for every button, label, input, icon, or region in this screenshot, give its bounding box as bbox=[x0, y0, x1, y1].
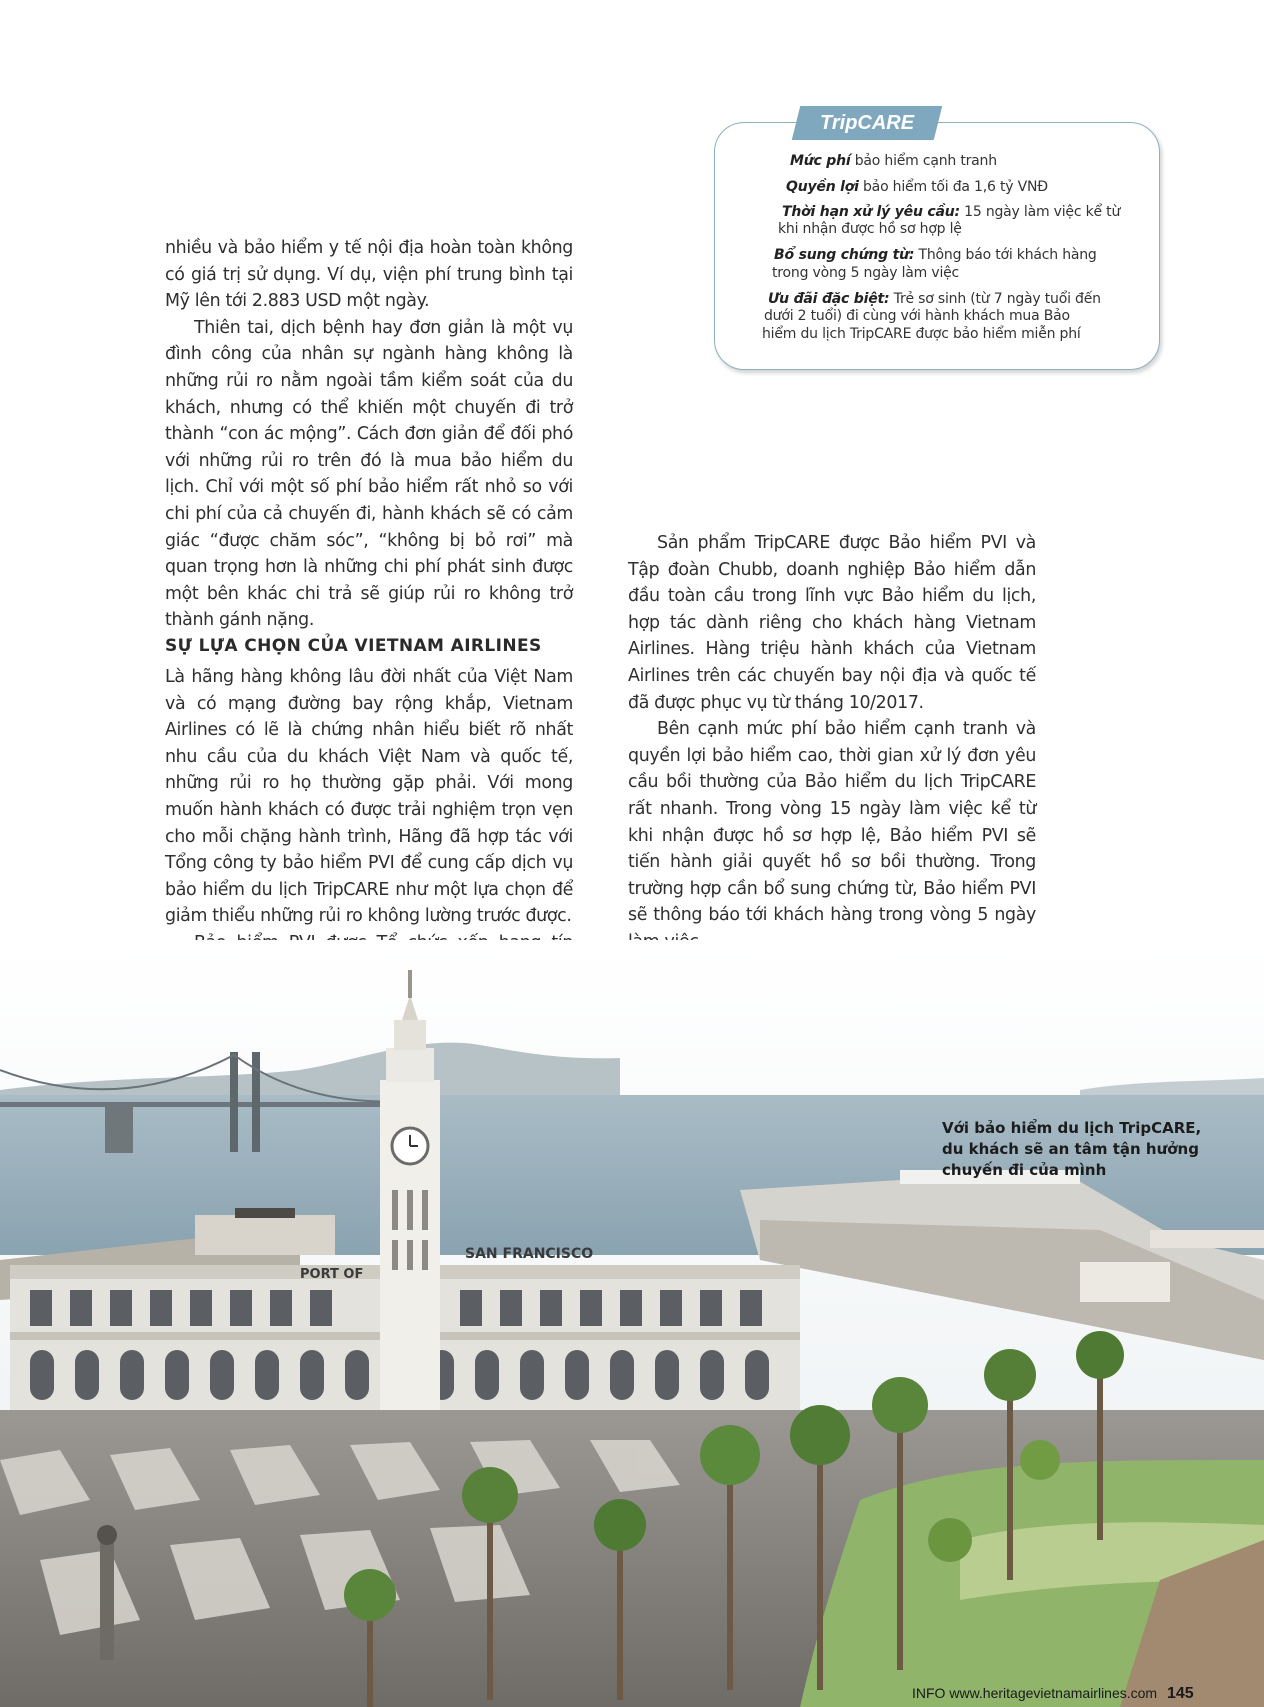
sidebar-item-documents-line2: trong vòng 5 ngày làm việc bbox=[772, 265, 960, 281]
paragraph: Sản phẩm TripCARE được Bảo hiểm PVI và Tập đoàn Chubb, doanh nghiệp Bảo hiểm dẫn đầu toàn cầu trong lĩnh vực Bảo hiểm du lịch, hợp tác dành riêng cho khách hàng Vietnam Airlines. Hàng triệu hành khách của Vietnam Airlines trên các chuyến bay nội địa và quốc tế đã được phục vụ từ tháng 10/2017. bbox=[628, 533, 1036, 713]
caption-line: du khách sẽ an tâm tận hưởng bbox=[942, 1140, 1199, 1158]
ferry-building-illustration bbox=[0, 940, 1264, 1707]
left-column-top bbox=[165, 235, 573, 634]
photo-caption bbox=[942, 1118, 1202, 1181]
paragraph: Thiên tai, dịch bệnh hay đơn giản là một vụ đình công của nhân sự ngành hàng không là những rủi ro nằm ngoài tầm kiểm soát của du khách, nhưng có thể khiến một chuyến đi trở thành “con ác mộng”. Cách đơn giản để đối phó với những rủi ro trên đó là mua bảo hiểm du lịch. Chỉ với một số phí bảo hiểm rất nhỏ so với chi phí của cả chuyến đi, hành khách sẽ có cảm giác “được chăm sóc”, “không bị bỏ rơi” mà quan trọng hơn là những chi phí phát sinh được một bên khác chi trả sẽ giúp rủi ro không trở thành gánh nặng. bbox=[165, 317, 573, 631]
sidebar-item-processing-time-line2: khi nhận được hồ sơ hợp lệ bbox=[778, 221, 962, 237]
sidebar-item-documents: Bổ sung chứng từ: Thông báo tới khách hàng bbox=[774, 247, 1097, 263]
paragraph: Là hãng hàng không lâu đời nhất của Việt Nam và có mạng đường bay rộng khắp, Vietnam Airlines có lẽ là chứng nhân hiểu biết rõ nhất nhu cầu của du khách Việt Nam và quốc tế, những rủi ro họ thường gặp phải. Với mong muốn hành khách có được trải nghiệm trọn vẹn cho mỗi chặng hành trình, Hãng đã hợp tác với Tổng công ty bảo hiểm PVI để cung cấp dịch vụ bảo hiểm du lịch TripCARE như một lựa chọn để giảm thiểu những rủi ro không lường trước được. bbox=[165, 667, 573, 927]
tripcare-box-title: TripCARE bbox=[792, 106, 942, 140]
sidebar-item-fee: Mức phí bảo hiểm cạnh tranh bbox=[790, 153, 997, 169]
sidebar-item-special-offer-line2: dưới 2 tuổi) đi cùng với hành khách mua Bảo bbox=[764, 308, 1070, 324]
section-heading: SỰ LỰA CHỌN CỦA VIETNAM AIRLINES bbox=[165, 636, 542, 656]
sidebar-item-special-offer: Ưu đãi đặc biệt: Trẻ sơ sinh (từ 7 ngày tuổi đến bbox=[768, 291, 1101, 307]
ferry-building-photo bbox=[0, 940, 1264, 1707]
sidebar-item-processing-time: Thời hạn xử lý yêu cầu: 15 ngày làm việc kể từ bbox=[782, 204, 1121, 220]
page-number: 145 bbox=[1167, 1685, 1194, 1702]
caption-line: chuyến đi của mình bbox=[942, 1161, 1107, 1179]
building-sign: SAN FRANCISCO bbox=[465, 1246, 594, 1262]
footer-label: INFO bbox=[912, 1685, 946, 1701]
page-footer bbox=[912, 1685, 1252, 1703]
paragraph: nhiều và bảo hiểm y tế nội địa hoàn toàn không có giá trị sử dụng. Ví dụ, viện phí trung bình tại Mỹ lên tới 2.883 USD một ngày. bbox=[165, 238, 573, 312]
pier-sign: PORT OF bbox=[300, 1267, 364, 1282]
caption-line: Với bảo hiểm du lịch TripCARE, bbox=[942, 1119, 1202, 1137]
sidebar-item-special-offer-line3: hiểm du lịch TripCARE được bảo hiểm miễn phí bbox=[762, 326, 1081, 342]
paragraph: Bên cạnh mức phí bảo hiểm cạnh tranh và quyền lợi bảo hiểm cao, thời gian xử lý đơn yêu cầu bồi thường của Bảo hiểm du lịch TripCARE rất nhanh. Trong vòng 15 ngày làm việc kể từ khi nhận được hồ sơ hợp lệ, Bảo hiểm PVI sẽ tiến hành giải quyết hồ sơ bồi thường. Trong trường hợp cần bổ sung chứng từ, Bảo hiểm PVI sẽ thông báo tới khách hàng trong vòng 5 ngày bbox=[628, 719, 1036, 926]
sidebar-item-benefit: Quyền lợi bảo hiểm tối đa 1,6 tỷ VNĐ bbox=[786, 179, 1048, 195]
footer-url: www.heritagevietnamairlines.com bbox=[949, 1685, 1158, 1701]
